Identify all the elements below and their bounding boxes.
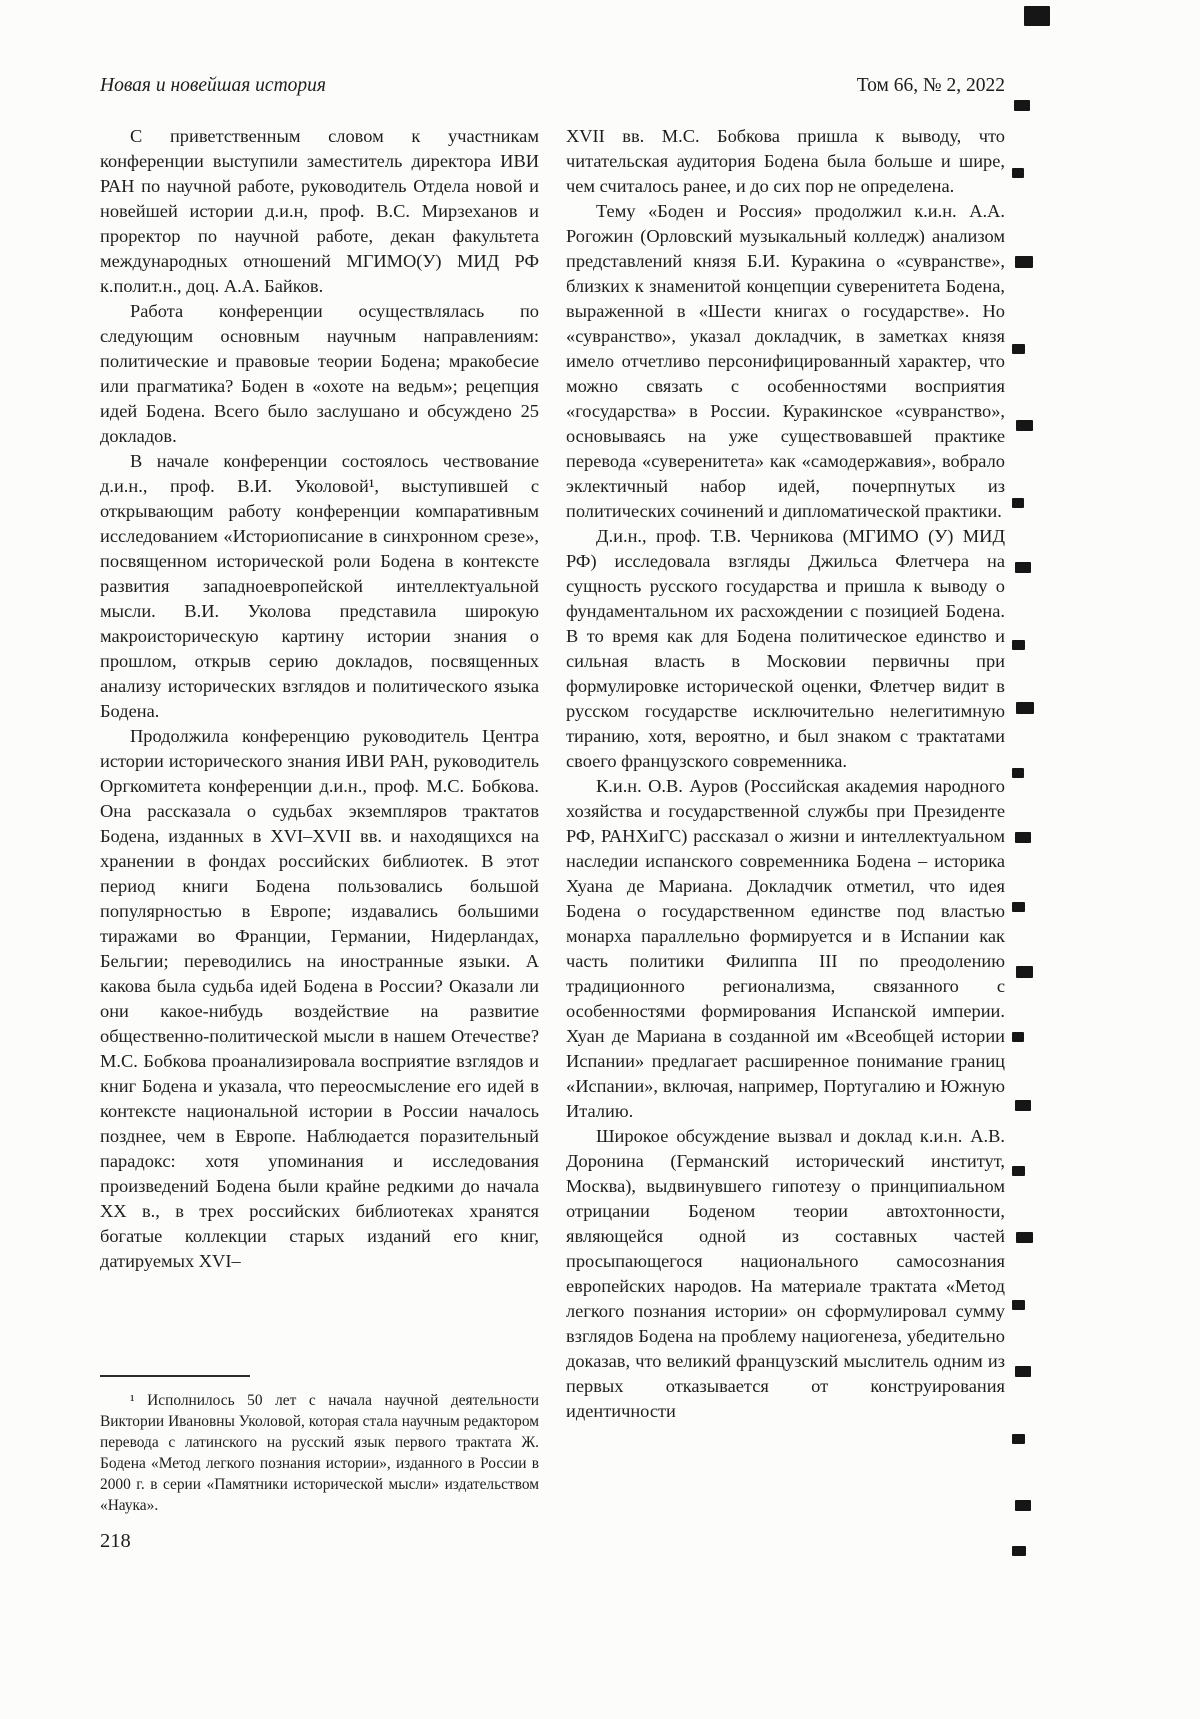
scan-artifact xyxy=(1015,256,1033,268)
scan-artifact xyxy=(1015,1366,1031,1377)
paragraph: Д.и.н., проф. Т.В. Черникова (МГИМО (У) МИД РФ) исследовала взгляды Джильса Флетчера на сущность русского государства и пришла к выводу о фундаментальном их расхождении с позицией Бодена. В то время как для Бодена политическое единство и сильная власть в Московии первичны при формулировке исторической оценки, Флетчер видит в русском государстве исключительно нелегитимную тиранию, хотя, вероятно, и был знаком с трактатами своего французского современника. xyxy=(566,526,1005,771)
scan-artifact xyxy=(1012,1166,1025,1176)
scan-artifact xyxy=(1012,168,1024,178)
paragraph: XVII вв. М.С. Бобкова пришла к выводу, что читательская аудитория Бодена была больше и шире, чем считалось ранее, и до сих пор не определена. xyxy=(566,126,1005,196)
scan-artifact xyxy=(1012,1300,1025,1310)
footnote: ¹ Исполнилось 50 лет с начала научной деятельности Виктории Ивановны Уколовой, которая стала научным редактором перевода с латинского на русский язык первого трактата Ж. Бодена «Метод легкого познания истории», изданного в России в 2000 г. в серии «Памятники исторической мысли» издательством «Наука». xyxy=(100,1392,539,1514)
paragraph: В начале конференции состоялось чествование д.и.н., проф. В.И. Уколовой¹, выступившей с открывающим работу конференции компаративным исследованием «Историописание в синхронном срезе», посвященном исторической роли Бодена в контексте развития западноевропейской интеллектуальной мысли. В.И. Уколова представила широкую макроисторическую картину истории знания о прошлом, открыв серию докладов, посвященных анализу исторических взглядов и политического языка Бодена. xyxy=(100,451,539,721)
paragraph: Работа конференции осуществлялась по следующим основным научным направлениям: политические и правовые теории Бодена; мракобесие или прагматика? Боден в «охоте на ведьм»; рецепция идей Бодена. Всего было заслушано и обсуждено 25 докладов. xyxy=(100,301,539,446)
right-column xyxy=(566,124,1005,1516)
paragraph: Тему «Боден и Россия» продолжил к.и.н. А.А. Рогожин (Орловский музыкальный колледж) анализом представлений князя Б.И. Куракина о «сувранстве», близких к знаменитой концепции суверенитета Бодена, выраженной в «Шести книгах о государстве». Но «сувранство», указал докладчик, в заметках князя имело отчетливо персонифицированный характер, что можно связать с особенностями восприятия «государства» в России. Куракинское «сувранство», основываясь на уже существовавшей практике перевода «суверенитета» как «самодержавия», вобрало эклектичный набор идей, почерпнутых из политических сочинений и дипломатической практики. xyxy=(566,201,1005,521)
paragraph: С приветственным словом к участникам конференции выступили заместитель директора ИВИ РАН по научной работе, руководитель Отдела новой и новейшей истории д.и.н, проф. В.С. Мирзеханов и проректор по научной работе, декан факультета международных отношений МГИМО(У) МИД РФ к.полит.н., доц. А.А. Байков. xyxy=(100,126,539,296)
page-header xyxy=(100,74,1005,98)
paragraph: К.и.н. О.В. Ауров (Российская академия народного хозяйства и государственной службы при Президенте РФ, РАНХиГС) рассказал о жизни и интеллектуальном наследии испанского современника Бодена – историка Хуана де Мариана. Докладчик отметил, что идея Бодена о государственном единстве под властью монарха параллельно формируется и в Испании как часть политики Филиппа III по преодолению традиционного регионализма, связанного с особенностями формирования Испанской империи. Хуан де Мариана в созданной им «Всеобщей истории Испании» предлагает расширенное понимание границ «Испании», включая, например, Португалию и Южную Италию. xyxy=(566,776,1005,1121)
scan-artifact xyxy=(1015,1100,1031,1111)
scan-artifact xyxy=(1016,702,1034,714)
scan-artifact xyxy=(1012,498,1024,508)
scan-artifact xyxy=(1012,344,1025,354)
scan-artifact xyxy=(1015,562,1031,573)
scan-artifact xyxy=(1016,1232,1033,1243)
scan-artifact xyxy=(1024,6,1050,26)
scan-artifact xyxy=(1015,1500,1031,1511)
footnote-separator xyxy=(100,1375,250,1377)
scan-artifact xyxy=(1016,966,1033,978)
text-columns xyxy=(100,124,1005,1516)
footnote-block xyxy=(100,1369,539,1516)
scan-artifact xyxy=(1015,832,1031,843)
page-number: 218 xyxy=(100,1530,131,1552)
issue-info: Том 66, № 2, 2022 xyxy=(856,75,1005,96)
scan-artifact xyxy=(1012,1546,1026,1556)
scan-artifact xyxy=(1014,100,1030,111)
left-column xyxy=(100,124,539,1516)
paragraph: Широкое обсуждение вызвал и доклад к.и.н. А.В. Доронина (Германский исторический институт, Москва), выдвинувшего гипотезу о принципиальном отрицании Боденом теории автохтонности, являющейся одной из составных частей просыпающегося национального самосознания европейских народов. На материале трактата «Метод легкого познания истории» он сформулировал сумму взглядов Бодена на проблему нациогенеза, убедительно доказав, что великий французский мыслитель одним из первых отказывается от конструирования идентичности xyxy=(566,1126,1005,1421)
scan-artifact xyxy=(1012,768,1024,778)
scan-artifact xyxy=(1016,420,1033,431)
scan-artifact xyxy=(1012,1032,1024,1042)
scan-artifact xyxy=(1012,640,1025,650)
scan-artifact xyxy=(1012,1434,1025,1444)
journal-title: Новая и новейшая история xyxy=(100,75,326,96)
scan-artifact xyxy=(1012,902,1025,912)
paragraph: Продолжила конференцию руководитель Центра истории исторического знания ИВИ РАН, руководитель Оргкомитета конференции д.и.н., проф. М.С. Бобкова. Она рассказала о судьбах экземпляров трактатов Бодена, изданных в XVI–XVII вв. и находящихся на хранении в фондах российских библиотек. В этот период книги Бодена пользовались большой популярностью в Европе; издавались большими тиражами во Франции, Германии, Нидерландах, Бельгии; переводились на иностранные языки. А какова была судьба идей Бодена в России? Оказали ли они какое-нибудь воздействие на развитие общественно-политической мысли в нашем Отечестве? М.С. Бобкова проанализировала восприятие взглядов и книг Бодена и указала, что переосмысление его идей в контексте национальной истории в России началось позднее, чем в Европе. Наблюдается поразительный парадокс: хотя упоминания и исследования произведений Бодена были крайне редкими до начала XX в., в трех российских библиотеках хранятся богатые коллекции старых изданий его книг, датируемых XVI– xyxy=(100,726,539,1271)
